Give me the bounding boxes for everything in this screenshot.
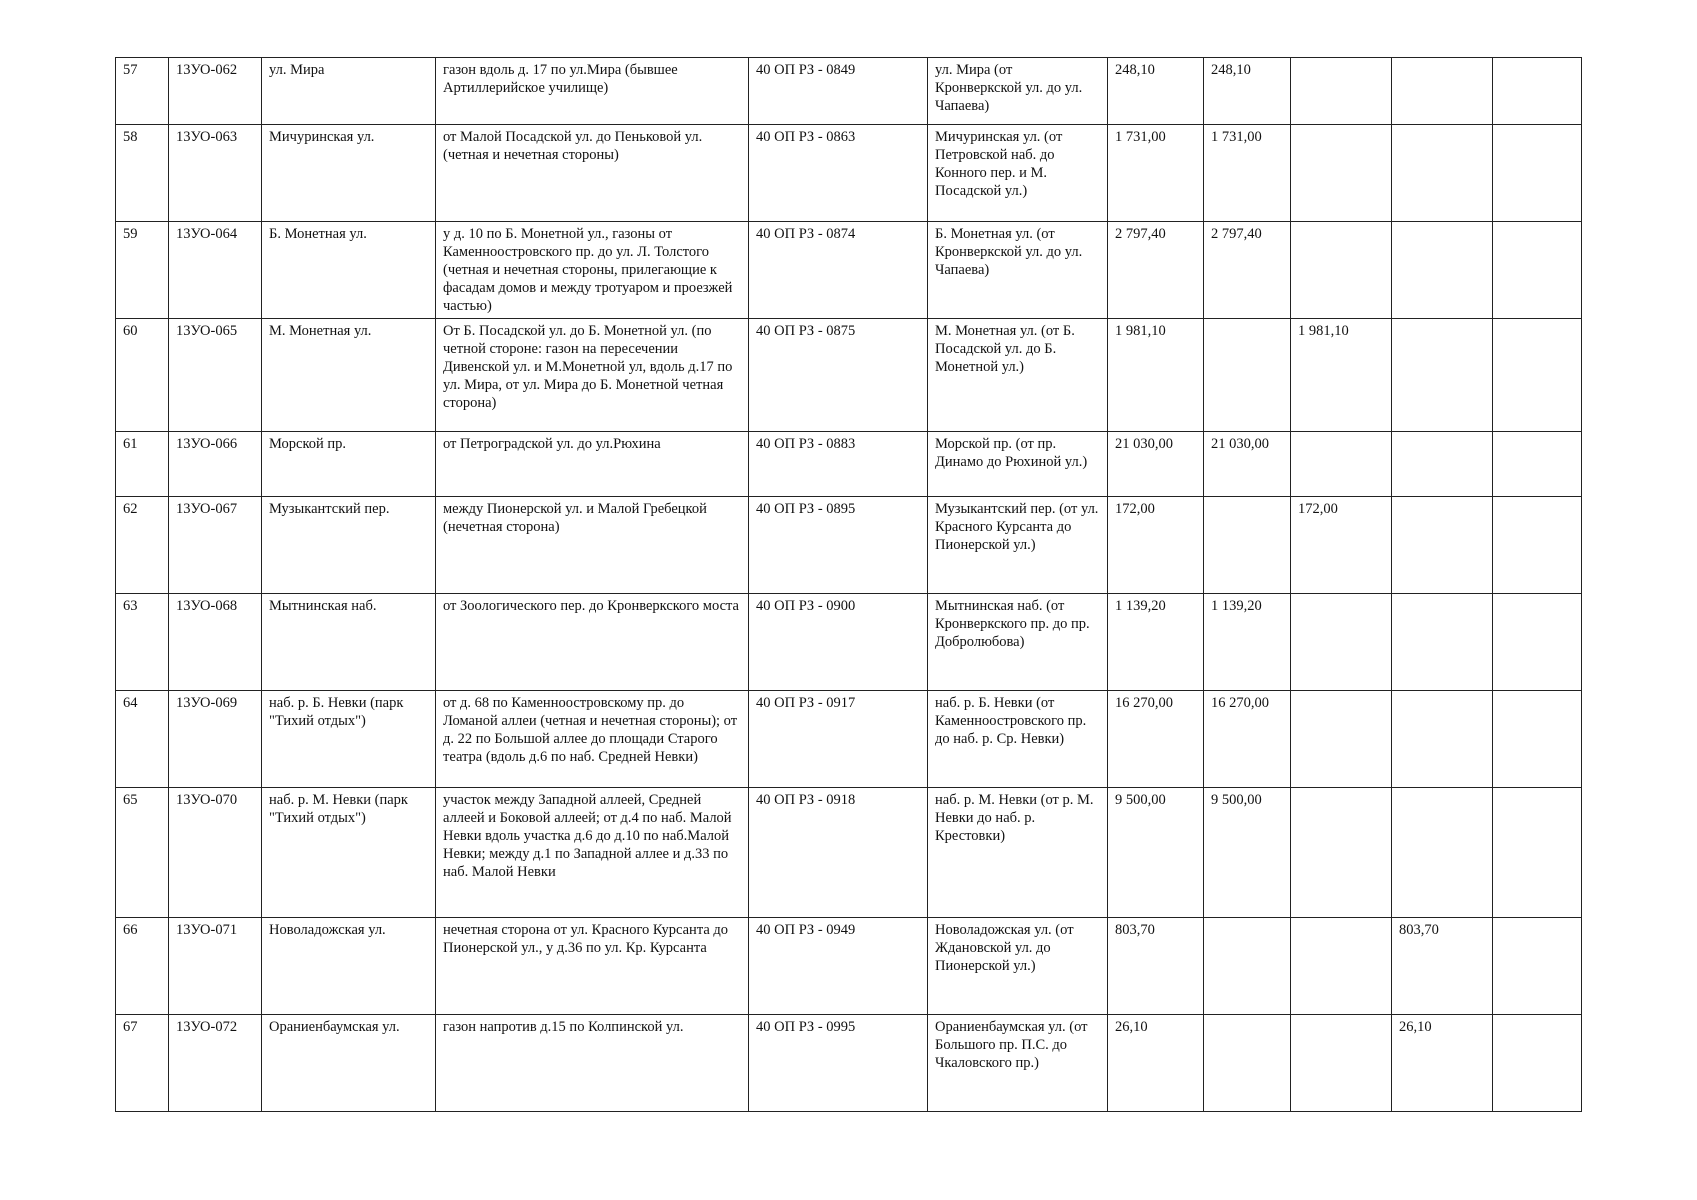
area-column-a-cell: 248,10 — [1204, 58, 1291, 125]
area-column-a-cell — [1204, 918, 1291, 1015]
road-name-cell: Б. Монетная ул. (от Кронверкской ул. до ул. Чапаева) — [928, 222, 1108, 319]
area-total-cell: 2 797,40 — [1108, 222, 1204, 319]
table-row — [116, 432, 1582, 497]
area-column-b-cell — [1291, 222, 1392, 319]
road-id-cell: 40 ОП РЗ - 0917 — [749, 691, 928, 788]
area-column-c-cell — [1392, 788, 1493, 918]
area-column-d-cell — [1493, 918, 1582, 1015]
area-column-c-cell — [1392, 58, 1493, 125]
road-name-cell: Музыкантский пер. (от ул. Красного Курсанта до Пионерской ул.) — [928, 497, 1108, 594]
area-description-cell: между Пионерской ул. и Малой Гребецкой (нечетная сторона) — [436, 497, 749, 594]
area-column-d-cell — [1493, 788, 1582, 918]
object-code-cell: 13УО-072 — [169, 1015, 262, 1112]
area-column-d-cell — [1493, 497, 1582, 594]
street-name-cell: М. Монетная ул. — [262, 319, 436, 432]
road-name-cell: наб. р. Б. Невки (от Каменноостровского пр. до наб. р. Ср. Невки) — [928, 691, 1108, 788]
area-column-d-cell — [1493, 594, 1582, 691]
area-column-b-cell — [1291, 432, 1392, 497]
table-row — [116, 58, 1582, 125]
object-code-cell: 13УО-062 — [169, 58, 262, 125]
area-column-a-cell: 16 270,00 — [1204, 691, 1291, 788]
row-number-cell: 65 — [116, 788, 169, 918]
object-code-cell: 13УО-071 — [169, 918, 262, 1015]
area-description-cell: газон напротив д.15 по Колпинской ул. — [436, 1015, 749, 1112]
area-column-b-cell — [1291, 918, 1392, 1015]
area-column-c-cell — [1392, 497, 1493, 594]
row-number-cell: 67 — [116, 1015, 169, 1112]
area-column-d-cell — [1493, 222, 1582, 319]
road-id-cell: 40 ОП РЗ - 0918 — [749, 788, 928, 918]
object-code-cell: 13УО-068 — [169, 594, 262, 691]
street-name-cell: Б. Монетная ул. — [262, 222, 436, 319]
area-total-cell: 248,10 — [1108, 58, 1204, 125]
object-code-cell: 13УО-066 — [169, 432, 262, 497]
table-body — [116, 58, 1582, 1112]
area-column-d-cell — [1493, 319, 1582, 432]
road-name-cell: наб. р. М. Невки (от р. М. Невки до наб. р. Крестовки) — [928, 788, 1108, 918]
area-column-b-cell: 172,00 — [1291, 497, 1392, 594]
table-row — [116, 691, 1582, 788]
area-column-a-cell — [1204, 319, 1291, 432]
street-name-cell: наб. р. Б. Невки (парк "Тихий отдых") — [262, 691, 436, 788]
area-total-cell: 26,10 — [1108, 1015, 1204, 1112]
street-name-cell: Морской пр. — [262, 432, 436, 497]
road-id-cell: 40 ОП РЗ - 0883 — [749, 432, 928, 497]
area-column-c-cell — [1392, 222, 1493, 319]
table-row — [116, 222, 1582, 319]
area-column-a-cell: 21 030,00 — [1204, 432, 1291, 497]
area-column-c-cell: 803,70 — [1392, 918, 1493, 1015]
street-name-cell: Мичуринская ул. — [262, 125, 436, 222]
area-column-a-cell — [1204, 497, 1291, 594]
object-code-cell: 13УО-067 — [169, 497, 262, 594]
row-number-cell: 58 — [116, 125, 169, 222]
area-column-b-cell — [1291, 691, 1392, 788]
street-name-cell: Музыкантский пер. — [262, 497, 436, 594]
road-name-cell: Новоладожская ул. (от Ждановской ул. до Пионерской ул.) — [928, 918, 1108, 1015]
area-column-d-cell — [1493, 58, 1582, 125]
area-total-cell: 1 981,10 — [1108, 319, 1204, 432]
row-number-cell: 63 — [116, 594, 169, 691]
row-number-cell: 66 — [116, 918, 169, 1015]
road-id-cell: 40 ОП РЗ - 0900 — [749, 594, 928, 691]
area-description-cell: участок между Западной аллеей, Средней аллеей и Боковой аллеей; от д.4 по наб. Малой Невки вдоль участка д.6 до д.10 по наб.Малой Невки; между д.1 по Западной аллее и д.33 по наб. Малой Невки — [436, 788, 749, 918]
row-number-cell: 61 — [116, 432, 169, 497]
road-name-cell: Мичуринская ул. (от Петровской наб. до Конного пер. и М. Посадской ул.) — [928, 125, 1108, 222]
road-id-cell: 40 ОП РЗ - 0949 — [749, 918, 928, 1015]
road-id-cell: 40 ОП РЗ - 0874 — [749, 222, 928, 319]
area-total-cell: 1 731,00 — [1108, 125, 1204, 222]
area-column-b-cell: 1 981,10 — [1291, 319, 1392, 432]
table-row — [116, 319, 1582, 432]
road-id-cell: 40 ОП РЗ - 0875 — [749, 319, 928, 432]
street-name-cell: Мытнинская наб. — [262, 594, 436, 691]
area-description-cell: от Петроградской ул. до ул.Рюхина — [436, 432, 749, 497]
area-column-c-cell — [1392, 691, 1493, 788]
table-row — [116, 125, 1582, 222]
area-column-d-cell — [1493, 432, 1582, 497]
road-name-cell: Ораниенбаумская ул. (от Большого пр. П.С. до Чкаловского пр.) — [928, 1015, 1108, 1112]
street-name-cell: наб. р. М. Невки (парк "Тихий отдых") — [262, 788, 436, 918]
road-id-cell: 40 ОП РЗ - 0849 — [749, 58, 928, 125]
object-code-cell: 13УО-065 — [169, 319, 262, 432]
area-column-c-cell — [1392, 432, 1493, 497]
road-id-cell: 40 ОП РЗ - 0863 — [749, 125, 928, 222]
object-code-cell: 13УО-070 — [169, 788, 262, 918]
street-name-cell: ул. Мира — [262, 58, 436, 125]
area-column-a-cell: 9 500,00 — [1204, 788, 1291, 918]
area-description-cell: нечетная сторона от ул. Красного Курсанта до Пионерской ул., у д.36 по ул. Кр. Курсанта — [436, 918, 749, 1015]
row-number-cell: 62 — [116, 497, 169, 594]
area-total-cell: 1 139,20 — [1108, 594, 1204, 691]
area-total-cell: 9 500,00 — [1108, 788, 1204, 918]
area-description-cell: газон вдоль д. 17 по ул.Мира (бывшее Артиллерийское училище) — [436, 58, 749, 125]
area-column-d-cell — [1493, 1015, 1582, 1112]
area-column-c-cell: 26,10 — [1392, 1015, 1493, 1112]
area-column-a-cell: 1 139,20 — [1204, 594, 1291, 691]
area-column-d-cell — [1493, 691, 1582, 788]
registry-table — [115, 57, 1582, 1112]
area-description-cell: от Зоологического пер. до Кронверкского моста — [436, 594, 749, 691]
area-column-b-cell — [1291, 125, 1392, 222]
area-column-b-cell — [1291, 594, 1392, 691]
road-name-cell: Мытнинская наб. (от Кронверкского пр. до пр. Добролюбова) — [928, 594, 1108, 691]
table-row — [116, 1015, 1582, 1112]
area-column-a-cell: 1 731,00 — [1204, 125, 1291, 222]
area-column-b-cell — [1291, 1015, 1392, 1112]
area-column-b-cell — [1291, 788, 1392, 918]
table-row — [116, 918, 1582, 1015]
table-row — [116, 497, 1582, 594]
area-column-a-cell — [1204, 1015, 1291, 1112]
road-id-cell: 40 ОП РЗ - 0995 — [749, 1015, 928, 1112]
table-row — [116, 788, 1582, 918]
road-name-cell: Морской пр. (от пр. Динамо до Рюхиной ул.) — [928, 432, 1108, 497]
area-description-cell: от д. 68 по Каменноостровскому пр. до Ломаной аллеи (четная и нечетная стороны); от д. 22 по Большой аллее до площади Старого театра (вдоль д.6 по наб. Средней Невки) — [436, 691, 749, 788]
area-description-cell: от Малой Посадской ул. до Пеньковой ул.(четная и нечетная стороны) — [436, 125, 749, 222]
row-number-cell: 60 — [116, 319, 169, 432]
area-description-cell: От Б. Посадской ул. до Б. Монетной ул. (по четной стороне: газон на пересечении Дивенской ул. и М.Монетной ул, вдоль д.17 по ул. Мира, от ул. Мира до Б. Монетной четная сторона) — [436, 319, 749, 432]
area-column-c-cell — [1392, 594, 1493, 691]
row-number-cell: 57 — [116, 58, 169, 125]
area-column-a-cell: 2 797,40 — [1204, 222, 1291, 319]
table-row — [116, 594, 1582, 691]
area-total-cell: 172,00 — [1108, 497, 1204, 594]
road-name-cell: М. Монетная ул. (от Б. Посадской ул. до Б. Монетной ул.) — [928, 319, 1108, 432]
object-code-cell: 13УО-064 — [169, 222, 262, 319]
area-total-cell: 21 030,00 — [1108, 432, 1204, 497]
area-description-cell: у д. 10 по Б. Монетной ул., газоны от Каменноостровского пр. до ул. Л. Толстого (четная и нечетная стороны, прилегающие к фасадам домов и между тротуаром и проезжей частью) — [436, 222, 749, 319]
object-code-cell: 13УО-063 — [169, 125, 262, 222]
road-id-cell: 40 ОП РЗ - 0895 — [749, 497, 928, 594]
area-total-cell: 16 270,00 — [1108, 691, 1204, 788]
row-number-cell: 59 — [116, 222, 169, 319]
area-column-b-cell — [1291, 58, 1392, 125]
area-column-d-cell — [1493, 125, 1582, 222]
area-column-c-cell — [1392, 125, 1493, 222]
object-code-cell: 13УО-069 — [169, 691, 262, 788]
street-name-cell: Ораниенбаумская ул. — [262, 1015, 436, 1112]
road-name-cell: ул. Мира (от Кронверкской ул. до ул. Чапаева) — [928, 58, 1108, 125]
area-total-cell: 803,70 — [1108, 918, 1204, 1015]
area-column-c-cell — [1392, 319, 1493, 432]
row-number-cell: 64 — [116, 691, 169, 788]
street-name-cell: Новоладожская ул. — [262, 918, 436, 1015]
